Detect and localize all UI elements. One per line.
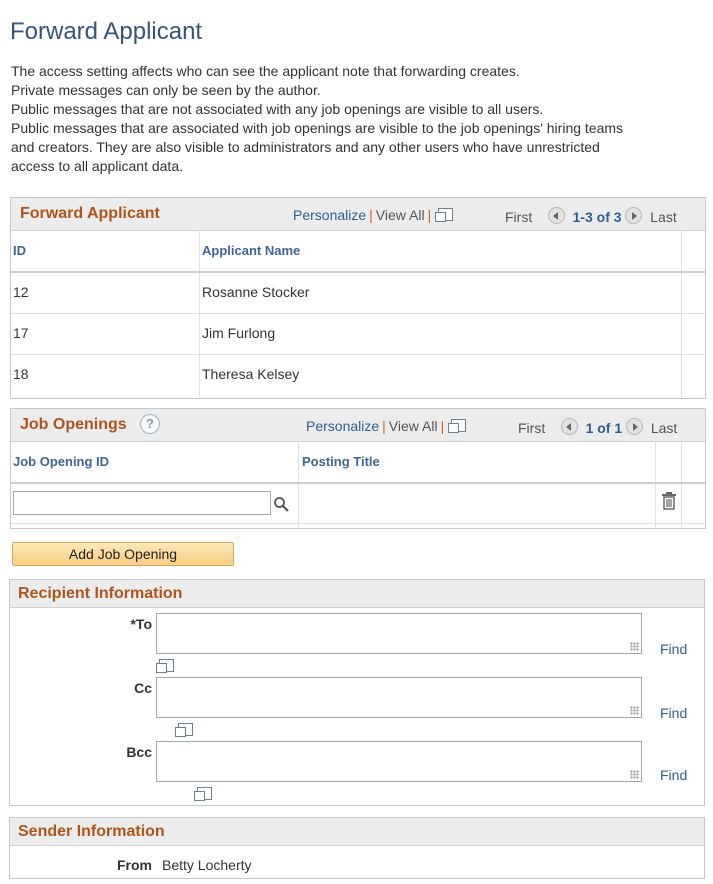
applicant-name: Rosanne Stocker bbox=[202, 284, 310, 300]
expand-cc-icon[interactable] bbox=[178, 723, 193, 736]
sender-information-section bbox=[9, 817, 705, 879]
first-link[interactable]: First bbox=[505, 209, 533, 225]
applicant-name: Jim Furlong bbox=[202, 325, 276, 341]
previous-icon[interactable] bbox=[548, 207, 565, 224]
sender-information-title: Sender Information bbox=[18, 823, 165, 840]
first-link[interactable]: First bbox=[518, 420, 546, 436]
expand-bcc-icon[interactable] bbox=[197, 787, 212, 800]
applicant-id: 12 bbox=[13, 284, 29, 300]
delete-row-icon[interactable] bbox=[661, 492, 677, 510]
personalize-link[interactable]: Personalize bbox=[306, 418, 380, 434]
last-link[interactable]: Last bbox=[650, 209, 677, 225]
applicant-name: Theresa Kelsey bbox=[202, 366, 300, 382]
expand-to-icon[interactable] bbox=[159, 659, 174, 672]
bcc-textarea[interactable] bbox=[156, 741, 642, 782]
to-textarea[interactable] bbox=[156, 613, 642, 654]
last-link[interactable]: Last bbox=[650, 420, 678, 436]
job-openings-grid bbox=[10, 408, 706, 529]
intro-line-2: Private messages can only be seen by the author. bbox=[11, 82, 321, 98]
row-range: 1 of 1 bbox=[585, 420, 623, 436]
applicants-grid-title: Forward Applicant bbox=[20, 205, 160, 222]
intro-line-1: The access setting affects who can see the applicant note that forwarding creates. bbox=[11, 63, 520, 79]
help-icon[interactable]: ? bbox=[140, 414, 160, 434]
intro-line-3: Public messages that are not associated with any job openings are visible to all users. bbox=[11, 101, 544, 117]
applicants-grid-pager bbox=[505, 207, 677, 225]
search-icon[interactable] bbox=[273, 496, 289, 512]
recipient-information-section bbox=[9, 579, 705, 806]
previous-icon[interactable] bbox=[561, 418, 578, 435]
from-value: Betty Locherty bbox=[162, 857, 252, 873]
applicants-grid bbox=[10, 197, 706, 399]
view-all-link[interactable]: View All bbox=[375, 207, 425, 223]
add-job-opening-button[interactable]: Add Job Opening bbox=[12, 542, 234, 566]
intro-line-4: Public messages that are associated with job openings are visible to the job openings' hiring teams bbox=[11, 120, 624, 136]
applicant-id: 18 bbox=[13, 366, 29, 382]
from-label: From bbox=[117, 857, 152, 873]
bcc-label: Bcc bbox=[126, 744, 152, 760]
job-openings-grid-title: Job Openings bbox=[20, 416, 127, 433]
view-all-link[interactable]: View All bbox=[388, 418, 438, 434]
intro-line-5: and creators. They are also visible to administrators and any other users who have unrestricted bbox=[11, 139, 600, 155]
column-header-job-opening-id[interactable]: Job Opening ID bbox=[13, 454, 110, 469]
job-openings-grid-nav: Personalize | View All | bbox=[306, 418, 466, 434]
row-range: 1-3 of 3 bbox=[572, 209, 622, 225]
cc-label: Cc bbox=[134, 680, 152, 696]
find-to-link[interactable]: Find bbox=[660, 641, 688, 657]
applicants-grid-header bbox=[11, 198, 705, 231]
recipient-information-title: Recipient Information bbox=[18, 585, 183, 602]
column-header-applicant-name[interactable]: Applicant Name bbox=[202, 243, 301, 258]
find-cc-link[interactable]: Find bbox=[660, 705, 688, 721]
new-window-icon[interactable] bbox=[451, 419, 466, 432]
intro-line-6: access to all applicant data. bbox=[11, 158, 183, 174]
new-window-icon[interactable] bbox=[438, 208, 453, 221]
applicants-grid-nav: Personalize | View All | bbox=[293, 207, 453, 223]
find-bcc-link[interactable]: Find bbox=[660, 767, 688, 783]
applicant-id: 17 bbox=[13, 325, 29, 341]
job-openings-grid-pager bbox=[518, 418, 677, 436]
column-header-id[interactable]: ID bbox=[13, 243, 26, 258]
next-icon[interactable] bbox=[625, 207, 642, 224]
page-title: Forward Applicant bbox=[10, 18, 203, 45]
job-opening-id-input[interactable] bbox=[13, 491, 271, 515]
cc-textarea[interactable] bbox=[156, 677, 642, 718]
next-icon[interactable] bbox=[626, 418, 643, 435]
personalize-link[interactable]: Personalize bbox=[293, 207, 367, 223]
sender-information-header bbox=[10, 818, 704, 846]
column-header-posting-title[interactable]: Posting Title bbox=[302, 454, 380, 469]
to-label: *To bbox=[130, 616, 152, 632]
recipient-information-header bbox=[10, 580, 704, 608]
job-openings-grid-header bbox=[11, 409, 705, 442]
